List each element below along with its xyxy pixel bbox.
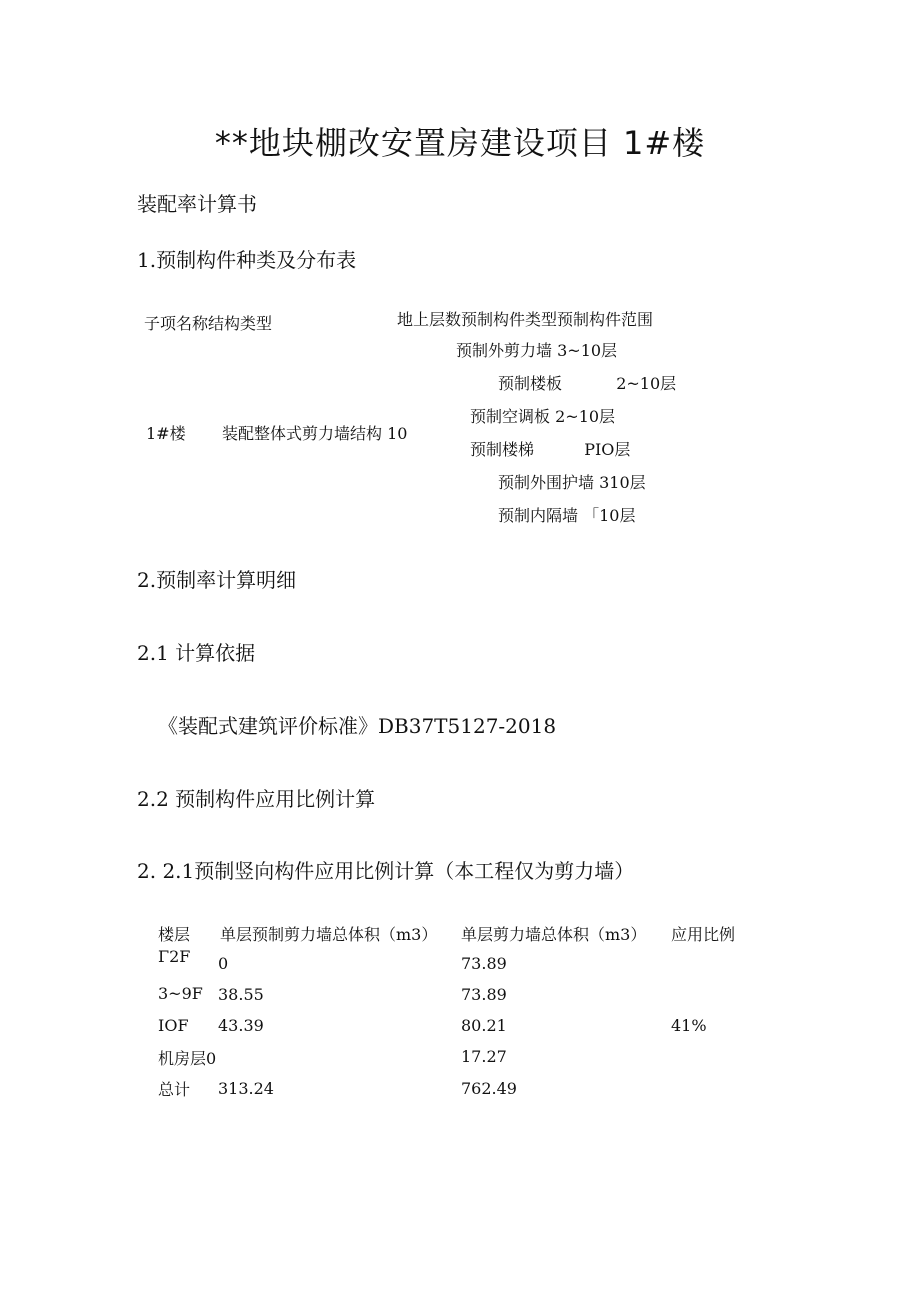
cell-precast: 43.39 <box>218 1016 264 1035</box>
component-type: 预制内隔墙 <box>498 506 579 525</box>
table-header-precast-volume: 单层预制剪力墙总体积（m3） <box>220 925 438 944</box>
component-row <box>470 437 630 460</box>
section-2-heading: 2.预制率计算明细 <box>137 568 297 592</box>
structure-type: 装配整体式剪力墙结构 10 <box>222 424 408 443</box>
cell-precast: 38.55 <box>218 985 264 1004</box>
component-range: 「10层 <box>583 506 636 525</box>
component-row <box>498 470 646 493</box>
section-2-2-heading: 2.2 预制构件应用比例计算 <box>137 787 376 811</box>
calculation-basis: 《装配式建筑评价标准》DB37T5127-2018 <box>158 714 557 738</box>
component-type: 预制楼板 <box>498 374 563 393</box>
cell-total: 17.27 <box>461 1047 507 1066</box>
building-name: 1#楼 <box>146 424 186 443</box>
component-range: PIO层 <box>584 440 631 459</box>
component-type: 预制外剪力墙 <box>456 341 553 360</box>
component-type: 预制空调板 <box>470 407 551 426</box>
component-type: 预制楼梯 <box>470 440 535 459</box>
document-title: **地块棚改安置房建设项目 1#楼 <box>214 124 706 162</box>
cell-precast: 313.24 <box>218 1079 274 1098</box>
cell-ratio: 41% <box>671 1016 707 1035</box>
component-row <box>498 371 676 394</box>
table-header-floor: 楼层 <box>158 925 191 944</box>
component-range: 310层 <box>599 473 646 492</box>
component-row <box>498 503 635 526</box>
component-range: 2~10层 <box>616 374 677 393</box>
cell-precast: 0 <box>218 954 229 973</box>
cell-total: 762.49 <box>461 1079 517 1098</box>
cell-floor: 总计 <box>158 1080 191 1099</box>
cell-floor: Γ2F <box>158 947 191 966</box>
document-subtitle: 装配率计算书 <box>137 192 257 216</box>
cell-floor-name: 机房层 <box>158 1049 207 1068</box>
cell-floor: IOF <box>158 1016 189 1035</box>
cell-floor <box>158 1046 216 1069</box>
section-2-1-heading: 2.1 计算依据 <box>137 641 256 665</box>
cell-floor: 3~9F <box>158 984 203 1003</box>
component-row <box>470 404 615 427</box>
table1-header-left: 子项名称结构类型 <box>144 314 273 333</box>
table-header-total-volume: 单层剪力墙总体积（m3） <box>461 925 647 944</box>
cell-total: 73.89 <box>461 985 507 1004</box>
cell-total: 80.21 <box>461 1016 507 1035</box>
component-range: 2~10层 <box>555 407 616 426</box>
table-header-ratio: 应用比例 <box>671 925 736 944</box>
component-type: 预制外围护墙 <box>498 473 595 492</box>
component-range: 3~10层 <box>557 341 618 360</box>
cell-precast: 0 <box>206 1049 217 1068</box>
section-1-heading: 1.预制构件种类及分布表 <box>137 248 357 272</box>
table1-header-right: 地上层数预制构件类型预制构件范围 <box>397 310 654 329</box>
component-row <box>456 338 617 361</box>
cell-total: 73.89 <box>461 954 507 973</box>
section-2-2-1-heading: 2. 2.1预制竖向构件应用比例计算（本工程仅为剪力墙） <box>137 859 635 883</box>
